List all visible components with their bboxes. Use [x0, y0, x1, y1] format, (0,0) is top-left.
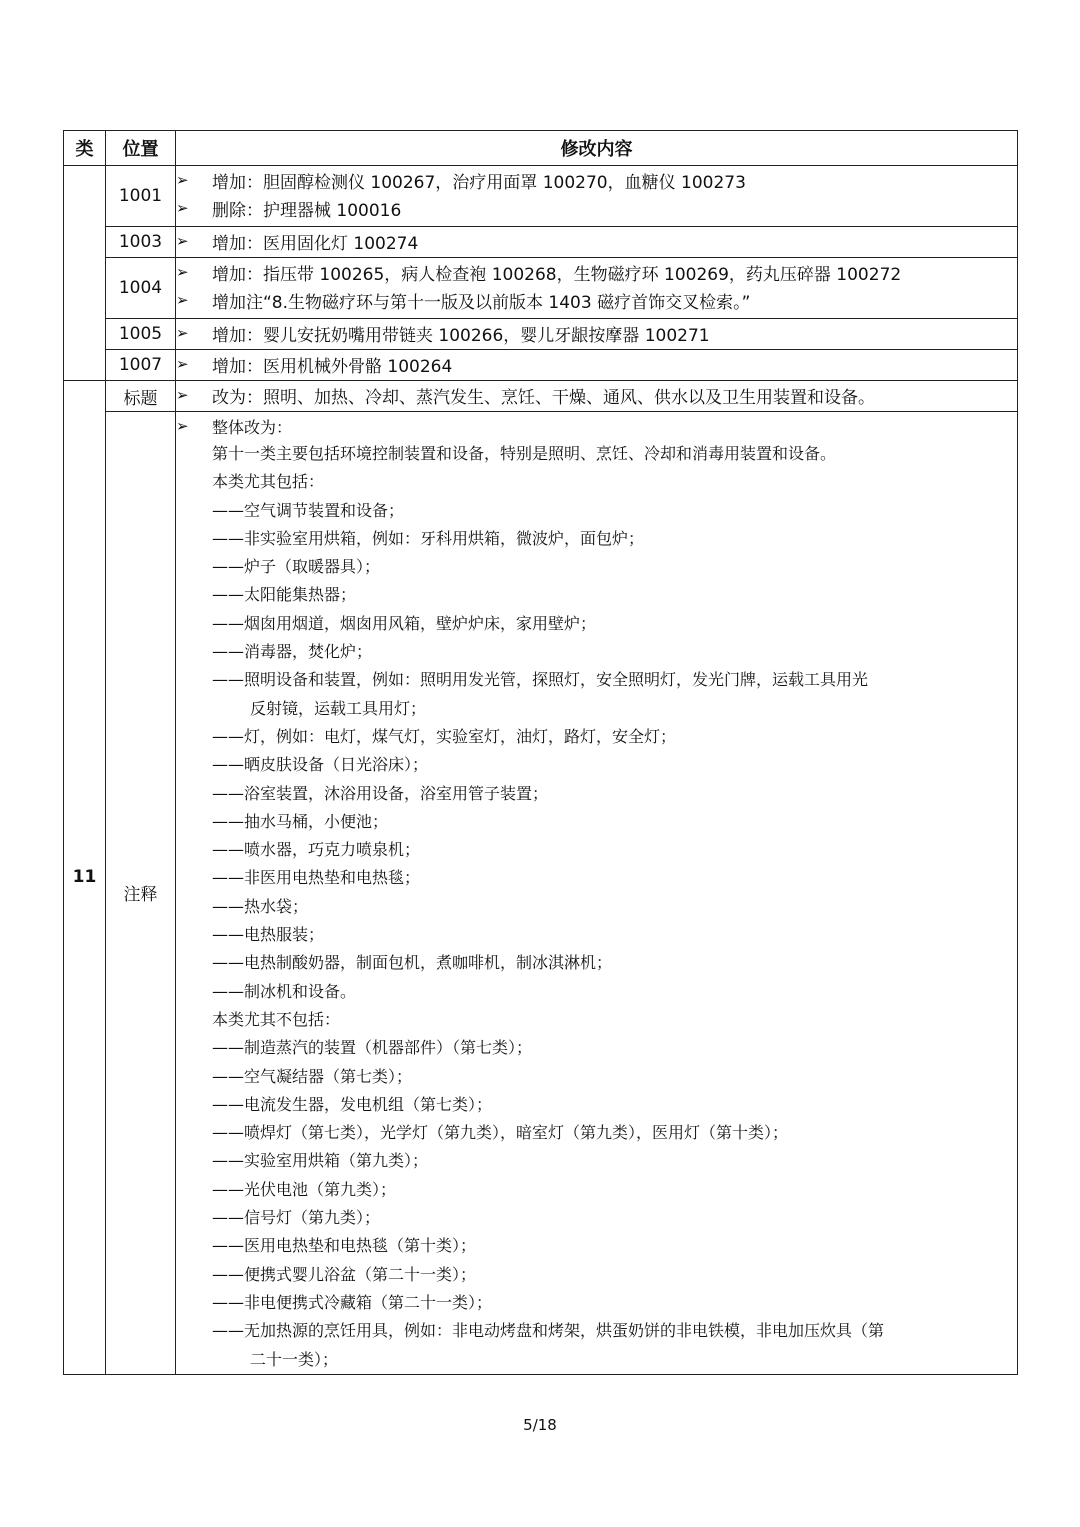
arrow-bullet-icon: ➢ [176, 263, 189, 281]
header-class: 类 [64, 131, 106, 166]
note-line: ——抽水马桶，小便池； [212, 811, 389, 831]
table-row [64, 258, 1018, 319]
content-line: ➢ 删除：护理器械 100016 [176, 199, 402, 221]
content-line: ➢ 增加：指压带 100265，病人检查袍 100268，生物磁疗环 100269，药丸压碎器 100272 [176, 263, 902, 285]
content-line: ➢ 整体改为： [176, 417, 293, 437]
table-row [64, 412, 1018, 1375]
note-line: ——制冰机和设备。 [212, 981, 357, 1001]
table-row [64, 319, 1018, 350]
header-position: 位置 [106, 131, 176, 166]
table-header-row [64, 131, 1018, 166]
class-cell-empty [64, 166, 106, 381]
table-row [64, 350, 1018, 381]
note-line: ——太阳能集热器； [212, 585, 357, 605]
class-number: 11 [64, 381, 106, 1375]
content-line: ➢ 增加：婴儿安抚奶嘴用带链夹 100266，婴儿牙龈按摩器 100271 [176, 324, 710, 346]
table-row [64, 166, 1018, 227]
content-line: ➢ 增加：医用固化灯 100274 [176, 232, 419, 254]
note-line: ——电热制酸奶器，制面包机，煮咖啡机，制冰淇淋机； [212, 953, 613, 973]
position-cell: 1005 [106, 319, 176, 350]
arrow-bullet-icon: ➢ [176, 355, 189, 373]
content-line: ➢ 增加注“8.生物磁疗环与第十一版及以前版本 1403 磁疗首饰交叉检索。” [176, 291, 751, 313]
note-line: ——空气调节装置和设备； [212, 500, 405, 520]
note-line: 反射镜，运载工具用灯； [250, 698, 427, 718]
note-line: ——非医用电热垫和电热毯； [212, 868, 421, 888]
content-line: ➢ 增加：医用机械外骨骼 100264 [176, 355, 453, 377]
note-line: ——医用电热垫和电热毯（第十类）； [212, 1236, 477, 1256]
content-cell [176, 258, 1018, 319]
note-line: 二十一类）； [250, 1349, 339, 1369]
note-line: ——烟囱用烟道，烟囱用风箱，壁炉炉床，家用壁炉； [212, 613, 597, 633]
note-line: ——灯，例如：电灯，煤气灯，实验室灯，油灯，路灯，安全灯； [212, 726, 677, 746]
arrow-bullet-icon: ➢ [176, 291, 189, 309]
note-line: ——浴室装置，沐浴用设备，浴室用管子装置； [212, 783, 549, 803]
note-line: ——空气凝结器（第七类）； [212, 1066, 413, 1086]
note-body [176, 440, 1017, 1374]
note-line: ——非实验室用烘箱，例如：牙科用烘箱，微波炉，面包炉； [212, 528, 645, 548]
note-line: ——电热服装； [212, 925, 325, 945]
note-line: ——非电便携式冷藏箱（第二十一类）； [212, 1292, 493, 1312]
note-line: ——晒皮肤设备（日光浴床）； [212, 755, 429, 775]
content-cell [176, 350, 1018, 381]
position-cell: 1001 [106, 166, 176, 227]
note-line: 第十一类主要包括环境控制装置和设备，特别是照明、烹饪、冷却和消毒用装置和设备。 [212, 444, 837, 463]
table-row [64, 227, 1018, 258]
page-number: 5/18 [523, 1416, 557, 1434]
note-line: ——炉子（取暖器具）； [212, 557, 381, 577]
content-cell [176, 166, 1018, 227]
position-cell: 1003 [106, 227, 176, 258]
position-cell: 注释 [106, 412, 176, 1375]
arrow-bullet-icon: ➢ [176, 232, 189, 250]
arrow-bullet-icon: ➢ [176, 324, 189, 342]
note-line: ——光伏电池（第九类）； [212, 1179, 397, 1199]
note-line: ——制造蒸汽的装置（机器部件）（第七类）； [212, 1038, 533, 1058]
note-content-cell [176, 412, 1018, 1375]
note-line: 本类尤其包括： [212, 472, 325, 492]
note-line: ——便携式婴儿浴盆（第二十一类）； [212, 1264, 477, 1284]
content-line: ➢ 增加：胆固醇检测仪 100267，治疗用面罩 100270，血糖仪 100273 [176, 171, 746, 193]
table-row [64, 381, 1018, 412]
position-cell: 1004 [106, 258, 176, 319]
revision-table [63, 130, 1018, 1375]
content-cell [176, 319, 1018, 350]
arrow-bullet-icon: ➢ [176, 417, 189, 435]
note-line: ——消毒器，焚化炉； [212, 642, 373, 662]
content-cell [176, 381, 1018, 412]
note-line: ——喷焊灯（第七类），光学灯（第九类），暗室灯（第九类），医用灯（第十类）； [212, 1123, 789, 1143]
note-line: ——照明设备和装置，例如：照明用发光管，探照灯，安全照明灯，发光门牌，运载工具用光 [212, 670, 869, 690]
header-content: 修改内容 [176, 131, 1018, 166]
position-cell: 1007 [106, 350, 176, 381]
note-line: ——热水袋； [212, 896, 309, 916]
note-line: ——电流发生器，发电机组（第七类）； [212, 1094, 493, 1114]
arrow-bullet-icon: ➢ [176, 199, 189, 217]
note-line: 本类尤其不包括： [212, 1009, 341, 1029]
arrow-bullet-icon: ➢ [176, 386, 189, 404]
note-line: ——喷水器，巧克力喷泉机； [212, 840, 421, 860]
arrow-bullet-icon: ➢ [176, 171, 189, 189]
note-line: ——信号灯（第九类）； [212, 1208, 381, 1228]
note-line: ——实验室用烘箱（第九类）； [212, 1151, 429, 1171]
note-line: ——无加热源的烹饪用具，例如：非电动烤盘和烤架，烘蛋奶饼的非电铁模，非电加压炊具（第 [212, 1321, 885, 1341]
position-cell: 标题 [106, 381, 176, 412]
content-line: ➢ 改为：照明、加热、冷却、蒸汽发生、烹饪、干燥、通风、供水以及卫生用装置和设备。 [176, 386, 875, 408]
content-cell [176, 227, 1018, 258]
